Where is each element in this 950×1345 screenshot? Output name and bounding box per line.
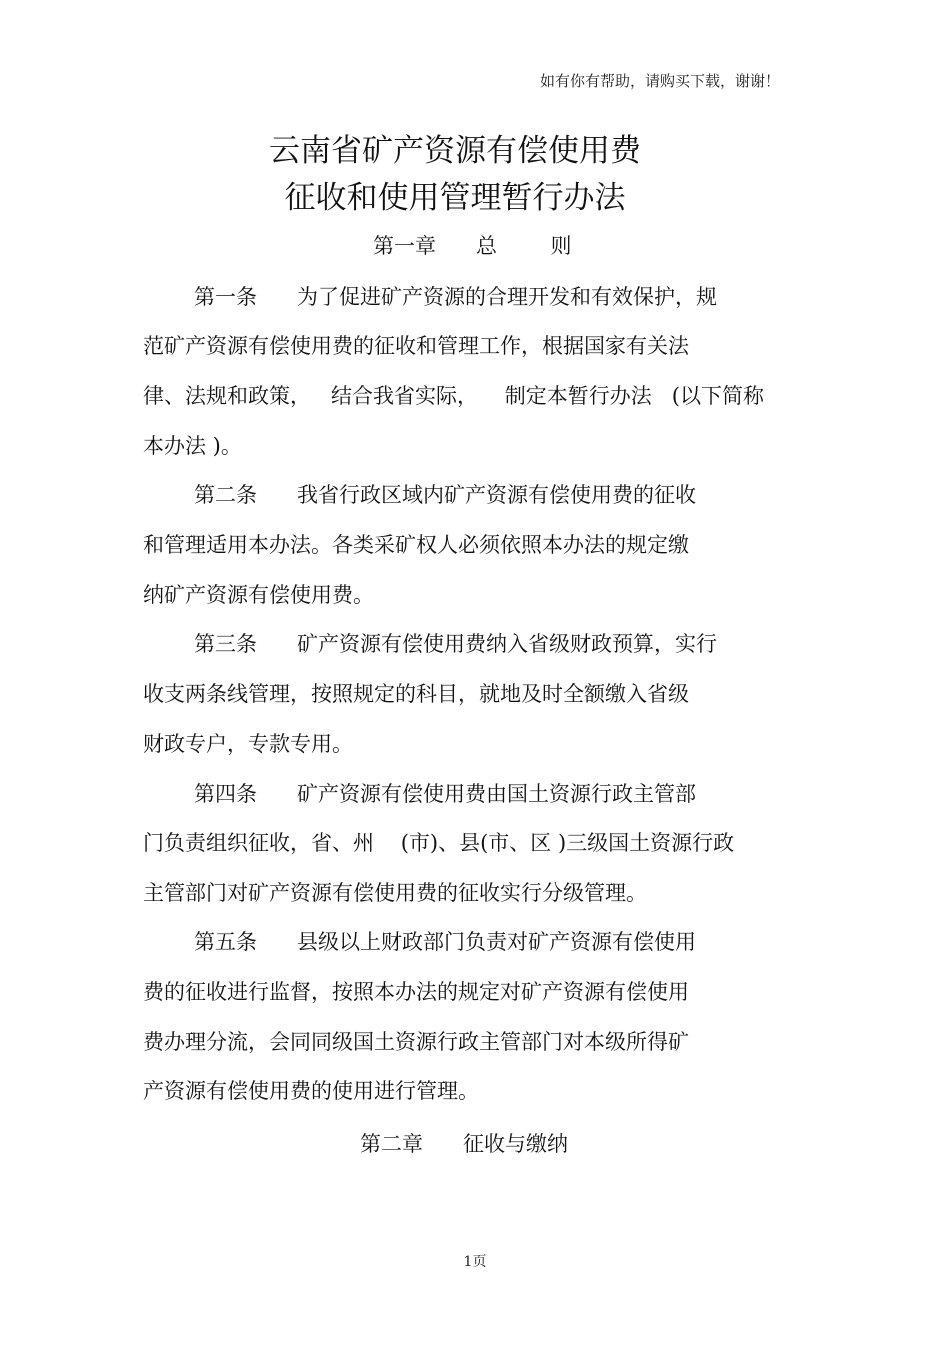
chapter-1-heading: 第一章 总 则 <box>373 234 572 258</box>
document-title-line-2: 征收和使用管理暂行办法 <box>284 180 626 216</box>
page-number: 1页 <box>463 1254 487 1270</box>
article-2-line-1: 第二条 我省行政区域内矿产资源有偿使用费的征收 <box>194 483 697 507</box>
article-4-line-3: 主管部门对矿产资源有偿使用费的征收实行分级管理。 <box>143 881 647 905</box>
article-5-line-2: 费的征收进行监督，按照本办法的规定对矿产资源有偿使用 <box>143 980 689 1004</box>
document-title-line-1: 云南省矿产资源有偿使用费 <box>269 133 641 169</box>
header-note: 如有你有帮助，请购买下载，谢谢！ <box>540 72 781 90</box>
article-1-line-1: 第一条 为了促进矿产资源的合理开发和有效保护，规 <box>194 285 718 309</box>
article-1-line-2: 范矿产资源有偿使用费的征收和管理工作，根据国家有关法 <box>143 334 689 358</box>
article-4-line-2: 门负责组织征收，省、州 (市)、县(市、区 )三级国土资源行政 <box>143 831 735 855</box>
article-1-line-4: 本办法 )。 <box>143 434 242 458</box>
article-3-line-1: 第三条 矿产资源有偿使用费纳入省级财政预算，实行 <box>194 632 718 656</box>
article-2-line-3: 纳矿产资源有偿使用费。 <box>143 583 374 607</box>
article-2-line-2: 和管理适用本办法。各类采矿权人必须依照本办法的规定缴 <box>143 533 689 557</box>
article-1-line-3: 律、法规和政策， 结合我省实际， 制定本暂行办法 (以下简称 <box>143 384 764 408</box>
article-3-line-2: 收支两条线管理，按照规定的科目，就地及时全额缴入省级 <box>143 682 689 706</box>
article-5-line-3: 费办理分流，会同同级国土资源行政主管部门对本级所得矿 <box>143 1030 689 1054</box>
article-3-line-3: 财政专户，专款专用。 <box>143 732 353 756</box>
chapter-2-heading: 第二章 征收与缴纳 <box>360 1132 569 1156</box>
article-4-line-1: 第四条 矿产资源有偿使用费由国土资源行政主管部 <box>194 782 697 806</box>
article-5-line-1: 第五条 县级以上财政部门负责对矿产资源有偿使用 <box>194 930 697 954</box>
article-5-line-4: 产资源有偿使用费的使用进行管理。 <box>143 1079 479 1103</box>
